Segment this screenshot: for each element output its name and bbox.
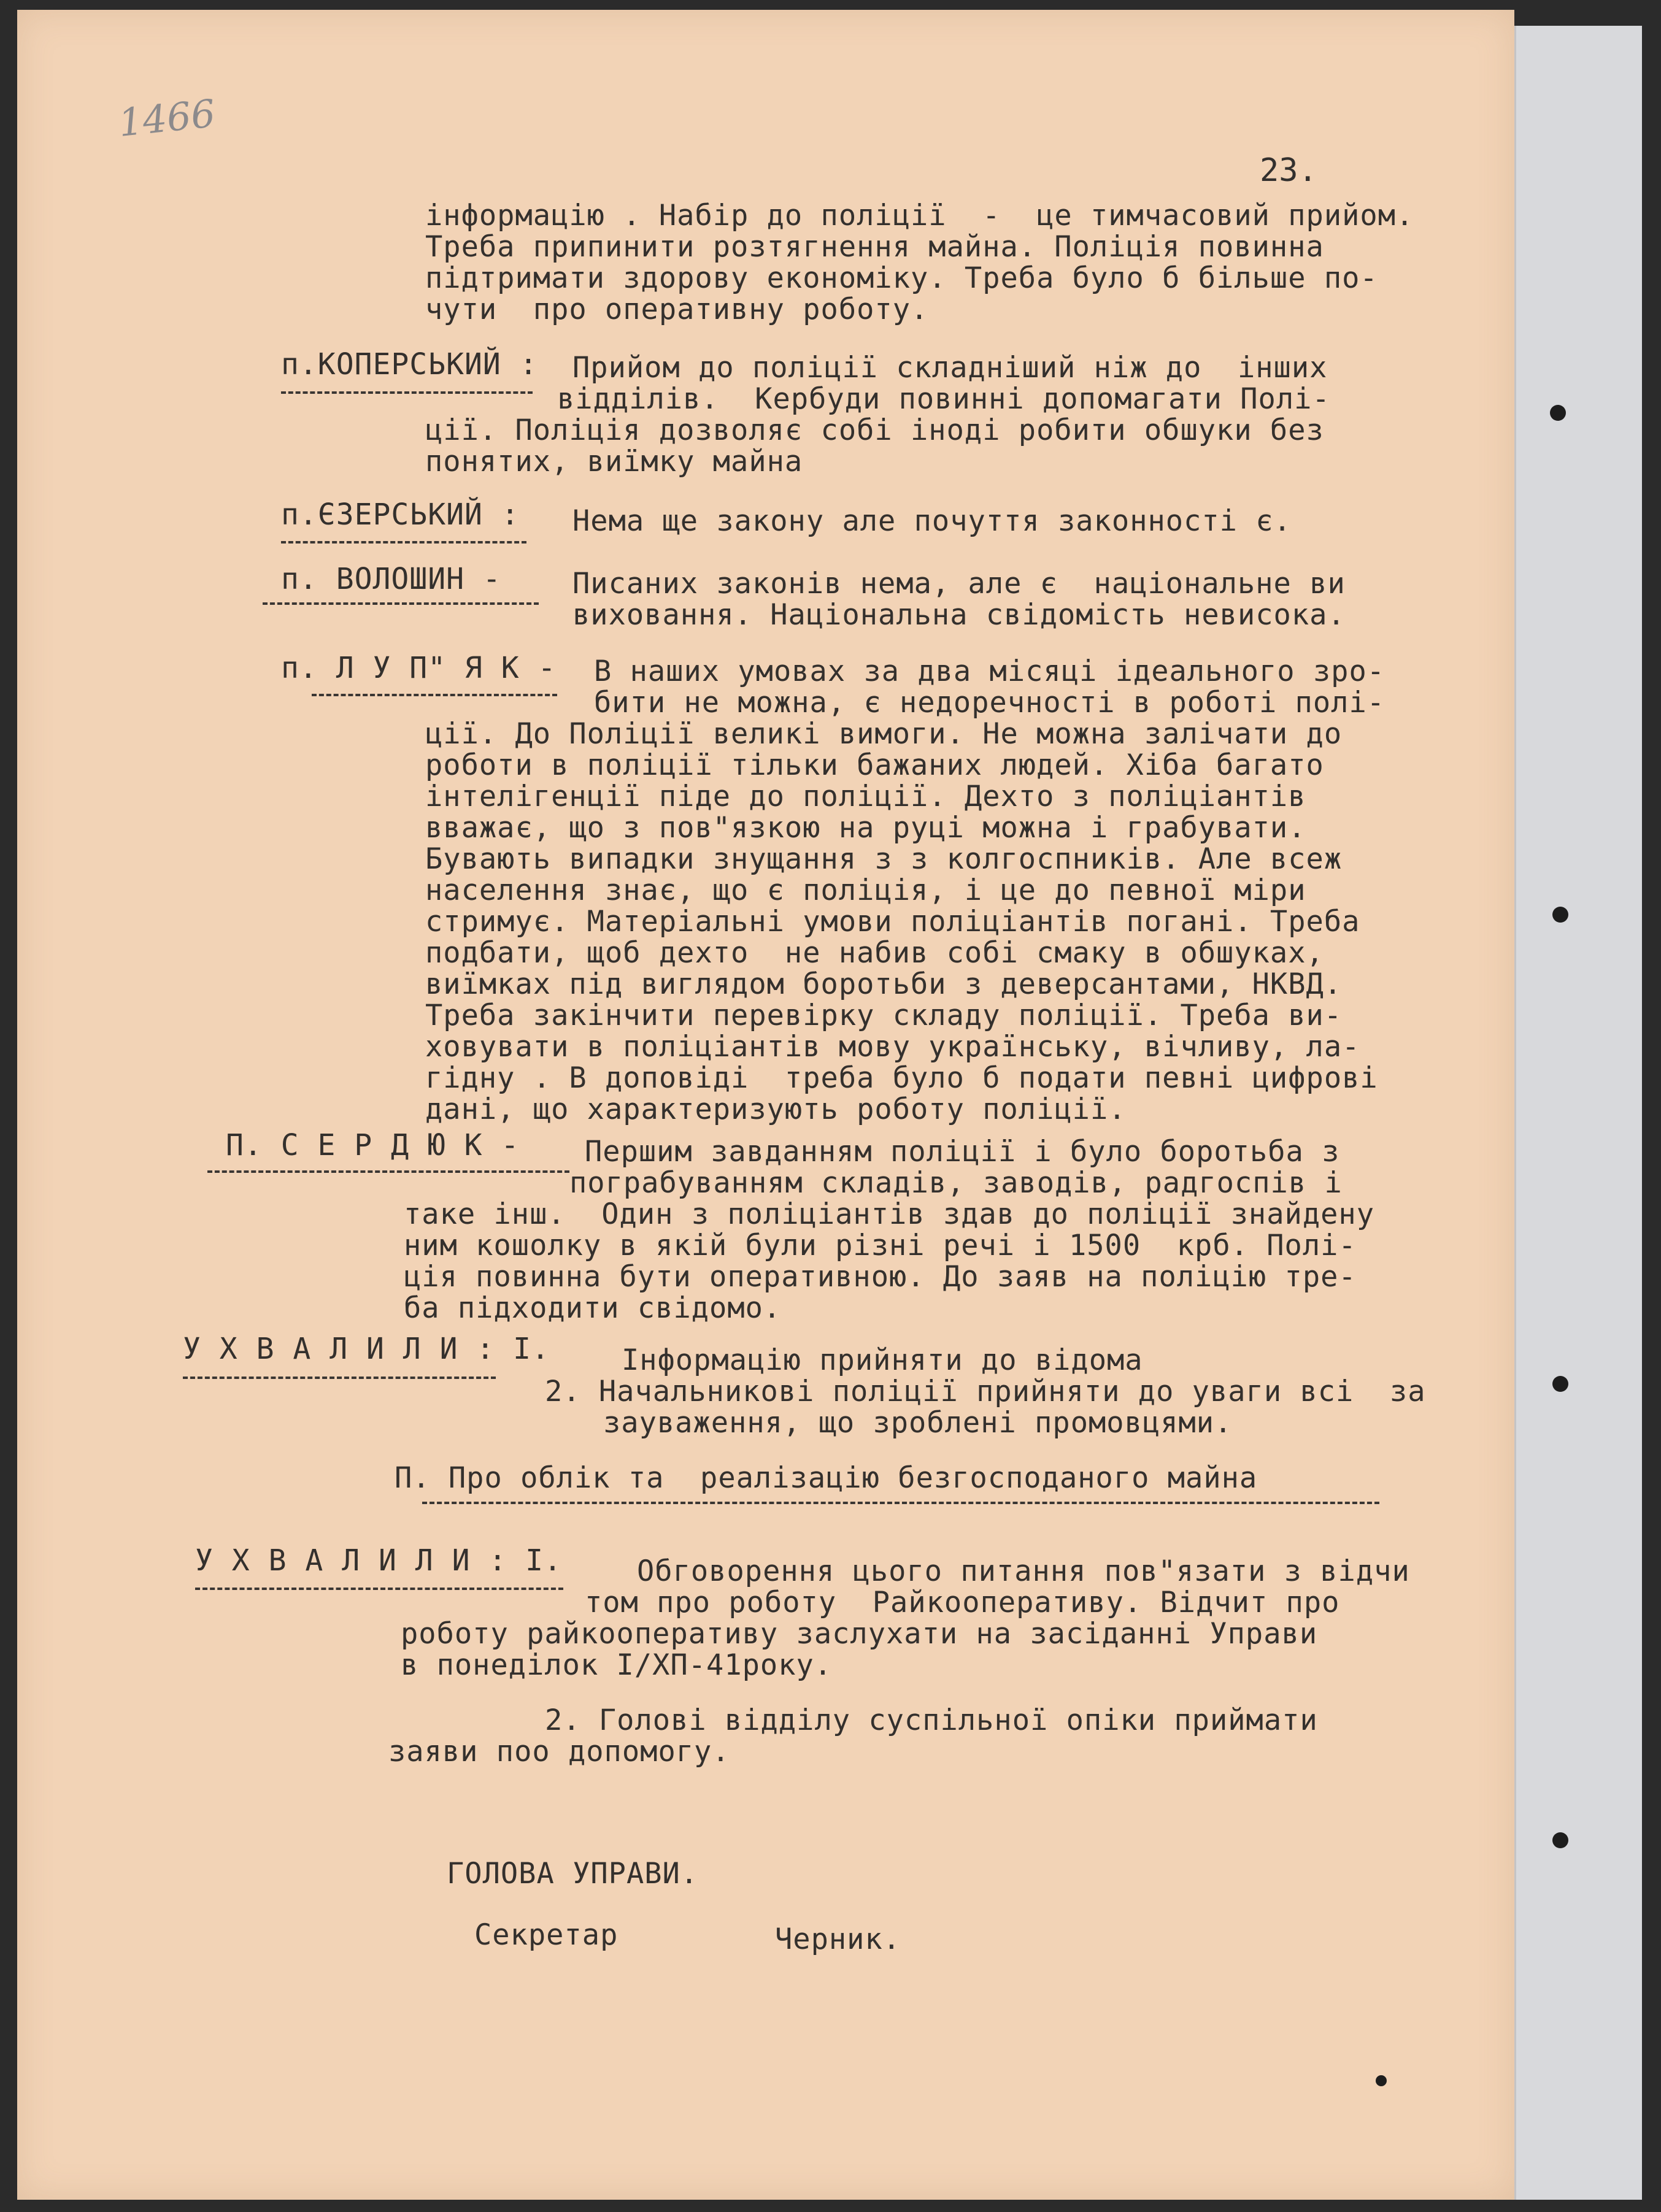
text-line: виїмках під виглядом боротьби з деверсантами, НКВД. (425, 967, 1343, 1001)
speaker-name: п.КОПЕРСЬКИЙ : (281, 347, 538, 382)
text-line: інформацію . Набір до поліції - це тимчасовий прийом. (425, 199, 1414, 232)
text-line: в понеділок І/ХП-41року. (401, 1648, 833, 1682)
text-line: виховання. Національна свідомість невисока. (572, 598, 1346, 632)
text-line: гідну . В доповіді треба було б подати певні цифрові (425, 1061, 1378, 1095)
text-line: вважає, що з пов"язкою на руці можна і грабувати. (425, 811, 1306, 845)
underline-rule (281, 391, 533, 394)
speaker-name: п.ЄЗЕРСЬКИЙ : (281, 497, 520, 532)
text-line: бити не можна, є недоречності в роботі полі- (594, 686, 1385, 720)
text-line: ції. Поліція дозволяє собі іноді робити обшуки без (425, 413, 1324, 447)
text-line: підтримати здорову економіку. Треба було б більше по- (425, 261, 1378, 295)
text-line: зауваження, що зроблені промовцями. (603, 1406, 1233, 1440)
text-line: відділів. Кербуди повинні допомагати Полі- (557, 382, 1330, 416)
text-line: Нема ще закону але почуття законності є. (572, 504, 1292, 538)
text-line: подбати, щоб дехто не набив собі смаку в обшуках, (425, 936, 1324, 970)
speaker-name: п. ВОЛОШИН - (281, 562, 501, 596)
text-line: ція повинна бути оперативною. До заяв на поліцію тре- (404, 1260, 1357, 1294)
text-line: пограбуванням складів, заводів, радгоспів і (569, 1166, 1343, 1200)
text-line: чути про оперативну роботу. (425, 293, 929, 326)
text-line: ба підходити свідомо. (404, 1291, 782, 1325)
binding-hole (1552, 1832, 1568, 1848)
text-line: ції. До Поліції великі вимоги. Не можна залічати до (425, 717, 1343, 751)
text-line: Бувають випадки знущання з з колгоспників. Але всеж (425, 842, 1343, 876)
text-line: Треба закінчити перевірку складу поліції. Треба ви- (425, 999, 1343, 1032)
underline-rule (207, 1170, 569, 1173)
text-line: Писаних законів нема, але є національне ви (572, 567, 1346, 601)
text-line: заяви поо допомогу. (388, 1735, 730, 1768)
text-line: населення знає, що є поліція, і це до певної міри (425, 874, 1306, 907)
text-line: ним кошолку в якій були різні речі і 1500 крб. Полі- (404, 1229, 1357, 1262)
text-line: ховувати в поліціантів мову українську, вічливу, ла- (425, 1030, 1360, 1064)
text-line: Першим завданням поліції і було боротьба з (585, 1135, 1340, 1169)
text-line: 2. Начальникові поліції прийняти до уваги всі за (545, 1375, 1426, 1408)
speaker-name: п. Л У П" Я К - (281, 651, 557, 685)
binding-hole (1550, 405, 1566, 421)
underline-rule (195, 1588, 563, 1590)
underline-rule (183, 1377, 496, 1379)
binding-hole (1376, 2075, 1387, 2086)
underline-rule (263, 602, 539, 605)
head-title: ГОЛОВА УПРАВИ. (447, 1857, 699, 1891)
text-line: В наших умовах за два місяці ідеального зро- (594, 655, 1385, 688)
text-line: Обговорення цього питання пов"язати з відчи (637, 1554, 1410, 1588)
text-line: Прийом до поліції складніший ніж до інших (572, 351, 1328, 385)
section-title: П. Про облік та реалізацію безгосподаного майна (395, 1461, 1258, 1495)
binding-hole (1552, 907, 1568, 923)
text-line: таке інш. Один з поліціантів здав до поліції знайдену (404, 1197, 1375, 1231)
secretary-label: Секретар (474, 1918, 619, 1952)
text-line: 2. Голові відділу суспільної опіки приймати (545, 1703, 1318, 1737)
text-line: інтелігенції піде до поліції. Дехто з поліціантів (425, 780, 1306, 813)
page-number: 23. (1260, 152, 1317, 189)
text-line: понятих, виїмку майна (425, 445, 803, 478)
underline-rule (422, 1502, 1379, 1504)
text-line: дані, що характеризують роботу поліції. (425, 1093, 1127, 1126)
text-line: Треба припинити розтягнення майна. Поліція повинна (425, 230, 1324, 264)
resolution-label: У Х В А Л И Л И : І. (195, 1543, 562, 1578)
pencil-archive-number: 1466 (116, 90, 218, 146)
binding-hole (1552, 1376, 1568, 1392)
text-line: роботи в поліції тільки бажаних людей. Хіба багато (425, 748, 1324, 782)
speaker-name: П. С Е Р Д Ю К - (226, 1128, 520, 1162)
document-page (17, 10, 1514, 2200)
text-line: роботу райкооперативу заслухати на засіданні Управи (401, 1617, 1318, 1651)
text-line: стримує. Матеріальні умови поліціантів погані. Треба (425, 905, 1360, 939)
underline-rule (281, 541, 526, 543)
text-line: Інформацію прийняти до відома (622, 1343, 1143, 1377)
text-line: том про роботу Райкооперативу. Відчит про (585, 1586, 1340, 1619)
tissue-paper-edge (1514, 26, 1642, 2200)
underline-rule (312, 694, 557, 696)
secretary-name: Черник. (775, 1922, 901, 1956)
resolution-label: У Х В А Л И Л И : І. (183, 1332, 550, 1366)
